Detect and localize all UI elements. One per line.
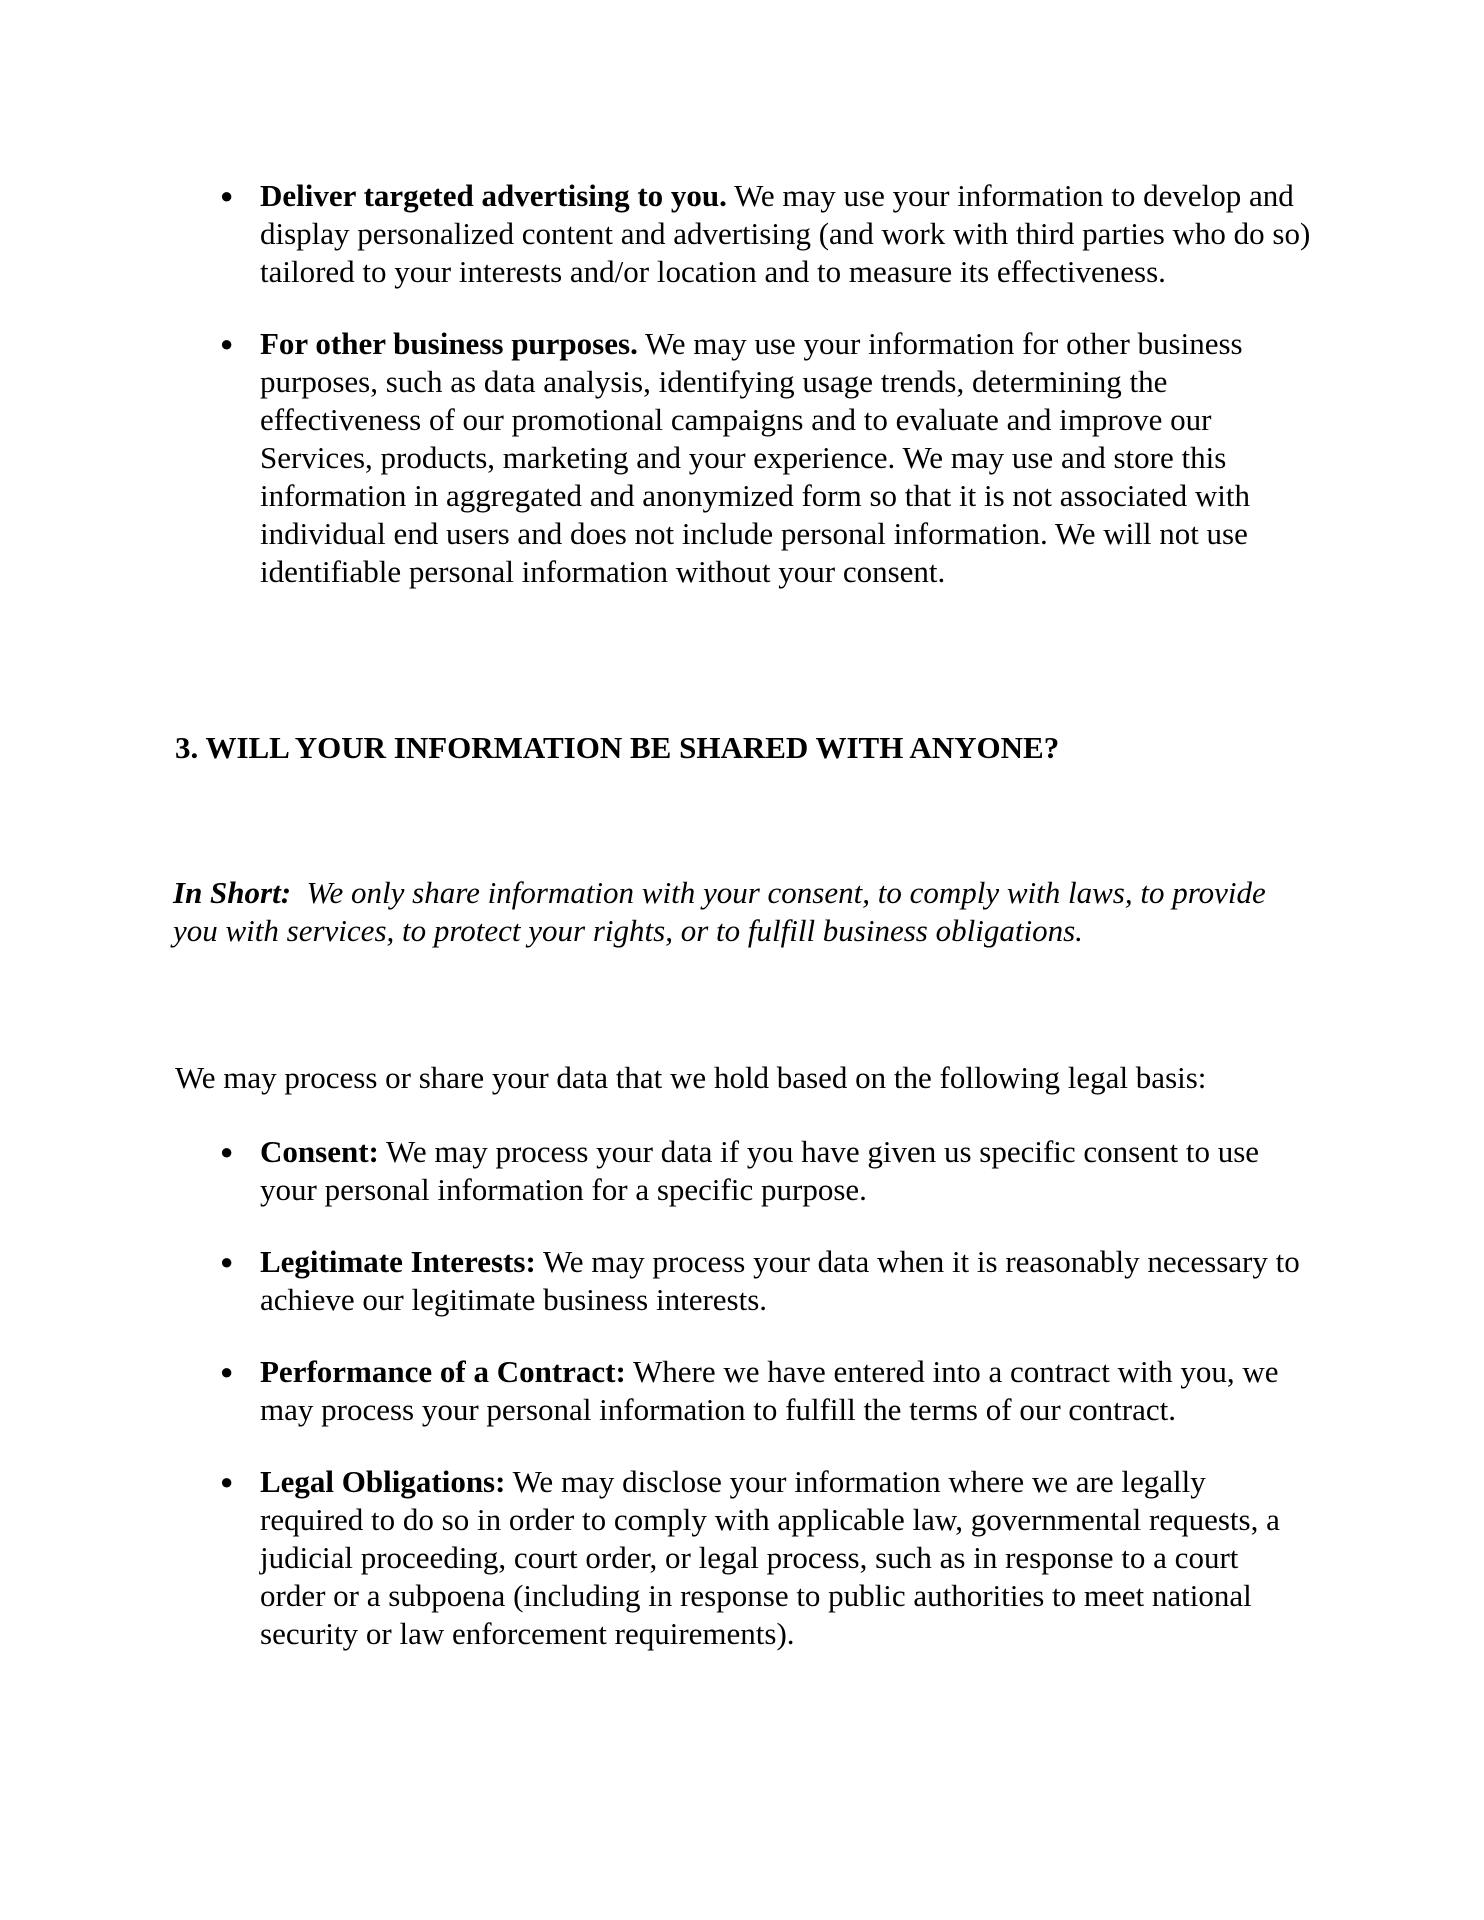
bullet-title: Deliver targeted advertising to you. bbox=[260, 178, 727, 213]
legal-basis-intro: We may process or share your data that we hold based on the following legal basis: bbox=[175, 1060, 1207, 1095]
in-short-text: We only share information with your consent, to comply with laws, to provide you with services, to protect your rights, or to fulfill business obligations. bbox=[173, 875, 1266, 948]
list-item bbox=[220, 325, 1320, 591]
bullet-text: We may use your information to develop and display personalized content and advertising (and work with third parties who do so) tailored to your interests and/or location and to measure its effectiveness. bbox=[260, 178, 1311, 289]
bullet-icon: ● bbox=[220, 1139, 234, 1164]
bullet-text: We may process your data when it is reasonably necessary to achieve our legitimate business interests. bbox=[260, 1244, 1300, 1317]
bullet-title: Performance of a Contract: bbox=[260, 1354, 626, 1389]
bullet-title: Legitimate Interests: bbox=[260, 1244, 536, 1279]
bullet-list-legal-basis bbox=[220, 1133, 1310, 1653]
bullet-title: Legal Obligations: bbox=[260, 1464, 506, 1499]
list-item bbox=[220, 1243, 1310, 1319]
in-short-summary bbox=[173, 874, 1313, 950]
bullet-text: We may process your data if you have given us specific consent to use your personal information for a specific purpose. bbox=[260, 1134, 1260, 1207]
list-item bbox=[220, 1133, 1310, 1209]
section-heading: 3. WILL YOUR INFORMATION BE SHARED WITH ANYONE? bbox=[175, 730, 1060, 765]
bullet-text: We may disclose your information where we are legally required to do so in order to comply with applicable law, governmental requests, a judicial proceeding, court order, or legal process, such as in response to a court order or a subpoena (including in response to public authorities to meet national security or law enforcement requirements). bbox=[260, 1464, 1280, 1651]
in-short-label: In Short: bbox=[173, 875, 292, 910]
bullet-icon: ● bbox=[220, 1469, 234, 1494]
bullet-icon: ● bbox=[220, 1249, 234, 1274]
bullet-title: For other business purposes. bbox=[260, 326, 638, 361]
list-item bbox=[220, 177, 1320, 291]
bullet-icon: ● bbox=[220, 1359, 234, 1384]
list-item bbox=[220, 1353, 1310, 1429]
bullet-text: Where we have entered into a contract with you, we may process your personal information to fulfill the terms of our contract. bbox=[260, 1354, 1279, 1427]
bullet-text: We may use your information for other business purposes, such as data analysis, identifying usage trends, determining the effectiveness of our promotional campaigns and to evaluate and improve our Services, products, marketing and your experience. We may use and store this information in aggregated and anonymized form so that it is not associated with individual end users and does not include personal information. We will not use identifiable personal information without your consent. bbox=[260, 326, 1251, 589]
bullet-icon: ● bbox=[220, 183, 234, 208]
bullet-icon: ● bbox=[220, 331, 234, 356]
bullet-list-purposes bbox=[220, 177, 1320, 591]
list-item bbox=[220, 1463, 1310, 1653]
bullet-title: Consent: bbox=[260, 1134, 379, 1169]
